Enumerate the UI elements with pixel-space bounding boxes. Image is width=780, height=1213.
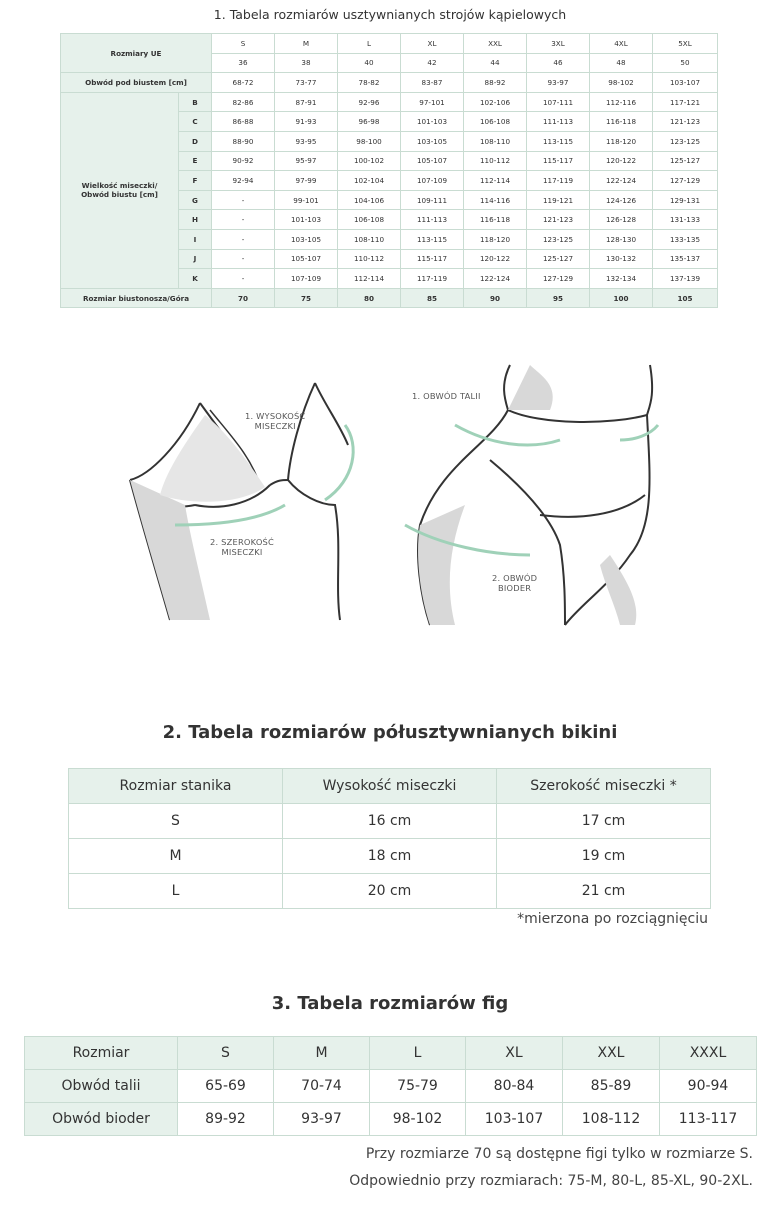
underbust-cell: 68-72 [212, 73, 275, 93]
bust-cell: - [212, 249, 275, 269]
bikini-size-table [68, 768, 711, 909]
size-cell: S [212, 34, 275, 54]
underbust-cell: 103-107 [653, 73, 718, 93]
bust-cell: 109-111 [401, 190, 464, 210]
bust-cell: 121-123 [527, 210, 590, 230]
bust-cell: - [212, 210, 275, 230]
table-cell: 85-89 [563, 1070, 660, 1103]
bust-cell: 121-123 [653, 112, 718, 132]
table-cell: 75-79 [370, 1070, 466, 1103]
table-cell: 17 cm [497, 804, 711, 839]
bust-cell: - [212, 229, 275, 249]
bust-cell: 106-108 [464, 112, 527, 132]
bikini-row [69, 839, 711, 874]
table3-title: 3. Tabela rozmiarów fig [271, 993, 509, 1014]
bust-cell: 131-133 [653, 210, 718, 230]
underbust-cell: 88-92 [464, 73, 527, 93]
column-header: Rozmiar [25, 1037, 178, 1070]
eu-size-cell: 50 [653, 53, 718, 73]
cup-label-line-1: Wielkość miseczki/ [81, 181, 158, 191]
eu-size-cell: 42 [401, 53, 464, 73]
column-header: L [370, 1037, 466, 1070]
bust-cell: 100-102 [338, 151, 401, 171]
size-cell: 3XL [527, 34, 590, 54]
bust-cell: 101-103 [401, 112, 464, 132]
column-header: XXXL [660, 1037, 757, 1070]
column-header: XL [466, 1037, 563, 1070]
bikini-row [69, 874, 711, 909]
bust-cell: 128-130 [590, 229, 653, 249]
row-header: Obwód talii [25, 1070, 178, 1103]
cup-row [61, 92, 718, 112]
size-cell: XXL [464, 34, 527, 54]
bust-cell: 116-118 [464, 210, 527, 230]
briefs-size-table [24, 1036, 757, 1136]
table1-title: 1. Tabela rozmiarów usztywnianych strojów kąpielowych [213, 7, 567, 22]
bust-cell: 126-128 [590, 210, 653, 230]
waist-label: 1. OBWÓD TALII [412, 391, 481, 401]
cup-letter: D [179, 131, 212, 151]
right-shadow [600, 555, 636, 625]
underbust-cell: 78-82 [338, 73, 401, 93]
cup-letter: F [179, 171, 212, 191]
bust-cell: 104-106 [338, 190, 401, 210]
table-cell: L [69, 874, 283, 909]
cup-letter: I [179, 229, 212, 249]
cup-height-label: 1. WYSOKOŚĆ MISECZKI [245, 411, 306, 431]
table-cell: 80-84 [466, 1070, 563, 1103]
bust-cell: 102-104 [338, 171, 401, 191]
band-cell: 100 [590, 288, 653, 308]
bust-cell: 111-113 [401, 210, 464, 230]
table-cell: 90-94 [660, 1070, 757, 1103]
bust-cell: - [212, 190, 275, 210]
bust-cell: 127-129 [653, 171, 718, 191]
row-header: Obwód bioder [25, 1103, 178, 1136]
bust-cell: 103-105 [401, 131, 464, 151]
bust-cell: 118-120 [590, 131, 653, 151]
band-cell: 80 [338, 288, 401, 308]
bust-cell: 86-88 [212, 112, 275, 132]
bust-cell: 113-115 [527, 131, 590, 151]
table-cell: 103-107 [466, 1103, 563, 1136]
bust-cell: 95-97 [275, 151, 338, 171]
bust-cell: 115-117 [527, 151, 590, 171]
bust-cell: 117-121 [653, 92, 718, 112]
bust-cell: 110-112 [464, 151, 527, 171]
bikini-row [69, 804, 711, 839]
underbust-cell: 73-77 [275, 73, 338, 93]
bust-cell: 118-120 [464, 229, 527, 249]
bust-cell: 113-115 [401, 229, 464, 249]
cup-label-line-2: Obwód biustu [cm] [81, 190, 158, 200]
bust-cell: 106-108 [338, 210, 401, 230]
briefs-shadow [508, 365, 553, 410]
bikini-header-row [69, 769, 711, 804]
waist-arrow-right [620, 425, 658, 440]
eu-size-cell: 36 [212, 53, 275, 73]
table-cell: 108-112 [563, 1103, 660, 1136]
bust-cell: 98-100 [338, 131, 401, 151]
size-cell: 4XL [590, 34, 653, 54]
band-cell: 90 [464, 288, 527, 308]
underbust-cell: 93-97 [527, 73, 590, 93]
cup-letter: B [179, 92, 212, 112]
briefs-row [25, 1070, 757, 1103]
band-label: Rozmiar biustonosza/Góra [61, 288, 212, 308]
underbust-label: Obwód pod biustem [cm] [61, 73, 212, 93]
cup-width-label: 2. SZEROKOŚĆ MISECZKI [210, 537, 275, 557]
bust-cell: 90-92 [212, 151, 275, 171]
bust-cell: 87-91 [275, 92, 338, 112]
column-header: Rozmiar stanika [69, 769, 283, 804]
band-cell: 85 [401, 288, 464, 308]
table-cell: 93-97 [274, 1103, 370, 1136]
bust-cell: 125-127 [527, 249, 590, 269]
eu-size-cell: 44 [464, 53, 527, 73]
briefs-row [25, 1103, 757, 1136]
cup-height-arrow [325, 425, 353, 500]
cup-label [61, 92, 179, 288]
bust-cell: 111-113 [527, 112, 590, 132]
table-cell: 21 cm [497, 874, 711, 909]
size-cell: XL [401, 34, 464, 54]
size-cell: L [338, 34, 401, 54]
hips-label: 2. OBWÓD BIODER [492, 573, 538, 593]
bust-cell: 101-103 [275, 210, 338, 230]
bust-cell: 112-114 [338, 269, 401, 289]
table-cell: 19 cm [497, 839, 711, 874]
eu-size-cell: 40 [338, 53, 401, 73]
eu-size-cell: 48 [590, 53, 653, 73]
band-cell: 105 [653, 288, 718, 308]
bust-cell: 82-86 [212, 92, 275, 112]
table-cell: 20 cm [283, 874, 497, 909]
table2-note: *mierzona po rozciągnięciu [517, 911, 708, 927]
column-header: M [274, 1037, 370, 1070]
bust-cell: 92-94 [212, 171, 275, 191]
bust-cell: 108-110 [338, 229, 401, 249]
waist-arrow [455, 425, 560, 445]
table-cell: 113-117 [660, 1103, 757, 1136]
briefs-header-row [25, 1037, 757, 1070]
bust-cell: 120-122 [590, 151, 653, 171]
bust-cell: 103-105 [275, 229, 338, 249]
bust-cell: 105-107 [275, 249, 338, 269]
bust-cell: 107-109 [401, 171, 464, 191]
table-cell: 70-74 [274, 1070, 370, 1103]
bust-cell: 119-121 [527, 190, 590, 210]
bust-cell: 123-125 [653, 131, 718, 151]
side-shadow [418, 505, 465, 625]
underbust-row [61, 73, 718, 93]
bust-cell: 132-134 [590, 269, 653, 289]
eu-size-cell: 46 [527, 53, 590, 73]
size-cell: 5XL [653, 34, 718, 54]
table3-note-2: Odpowiednio przy rozmiarach: 75-M, 80-L, 85-XL, 90-2XL. [349, 1173, 753, 1189]
bust-cell: 125-127 [653, 151, 718, 171]
column-header: Wysokość miseczki [283, 769, 497, 804]
bust-cell: 91-93 [275, 112, 338, 132]
measurement-illustration [110, 355, 690, 630]
bust-cell: 99-101 [275, 190, 338, 210]
cup-letter: E [179, 151, 212, 171]
bust-cell: 127-129 [527, 269, 590, 289]
cup-letter: K [179, 269, 212, 289]
bust-cell: 123-125 [527, 229, 590, 249]
bust-cell: 135-137 [653, 249, 718, 269]
underbust-cell: 98-102 [590, 73, 653, 93]
bust-cell: 122-124 [590, 171, 653, 191]
bust-cell: 110-112 [338, 249, 401, 269]
bust-cell: 137-139 [653, 269, 718, 289]
bust-cell: 93-95 [275, 131, 338, 151]
bust-cell: 92-96 [338, 92, 401, 112]
bust-cell: 120-122 [464, 249, 527, 269]
table3-note-1: Przy rozmiarze 70 są dostępne figi tylko w rozmiarze S. [365, 1146, 753, 1162]
cup-letter: H [179, 210, 212, 230]
bust-cell: - [212, 269, 275, 289]
table-cell: 65-69 [178, 1070, 274, 1103]
bust-cell: 124-126 [590, 190, 653, 210]
cup-letter: J [179, 249, 212, 269]
cup-width-arrow [175, 505, 285, 525]
column-header: XXL [563, 1037, 660, 1070]
band-cell: 70 [212, 288, 275, 308]
bust-cell: 112-116 [590, 92, 653, 112]
bust-cell: 115-117 [401, 249, 464, 269]
table-cell: M [69, 839, 283, 874]
underbust-cell: 83-87 [401, 73, 464, 93]
band-row [61, 288, 718, 308]
bust-cell: 116-118 [590, 112, 653, 132]
bust-cell: 114-116 [464, 190, 527, 210]
measurement-drawing [110, 355, 690, 630]
column-header: S [178, 1037, 274, 1070]
bust-cell: 133-135 [653, 229, 718, 249]
bust-cell: 112-114 [464, 171, 527, 191]
table-cell: 89-92 [178, 1103, 274, 1136]
bust-cell: 129-131 [653, 190, 718, 210]
bust-cell: 107-111 [527, 92, 590, 112]
bust-cell: 107-109 [275, 269, 338, 289]
table-cell: 16 cm [283, 804, 497, 839]
table-cell: S [69, 804, 283, 839]
bust-cell: 102-106 [464, 92, 527, 112]
table-cell: 98-102 [370, 1103, 466, 1136]
size-header-row [61, 34, 718, 54]
bust-cell: 88-90 [212, 131, 275, 151]
table-cell: 18 cm [283, 839, 497, 874]
band-cell: 75 [275, 288, 338, 308]
cup-letter: C [179, 112, 212, 132]
bust-cell: 97-99 [275, 171, 338, 191]
bust-cell: 97-101 [401, 92, 464, 112]
bust-cell: 96-98 [338, 112, 401, 132]
bust-cell: 105-107 [401, 151, 464, 171]
bust-cell: 117-119 [401, 269, 464, 289]
cup-letter: G [179, 190, 212, 210]
bust-cell: 130-132 [590, 249, 653, 269]
size-cell: M [275, 34, 338, 54]
swimsuit-size-table [60, 33, 718, 308]
eu-size-label: Rozmiary UE [61, 34, 212, 73]
band-cell: 95 [527, 288, 590, 308]
column-header: Szerokość miseczki * [497, 769, 711, 804]
bust-cell: 122-124 [464, 269, 527, 289]
bust-cell: 117-119 [527, 171, 590, 191]
bust-cell: 108-110 [464, 131, 527, 151]
eu-size-cell: 38 [275, 53, 338, 73]
table2-title: 2. Tabela rozmiarów półusztywnianych bikini [162, 722, 618, 743]
